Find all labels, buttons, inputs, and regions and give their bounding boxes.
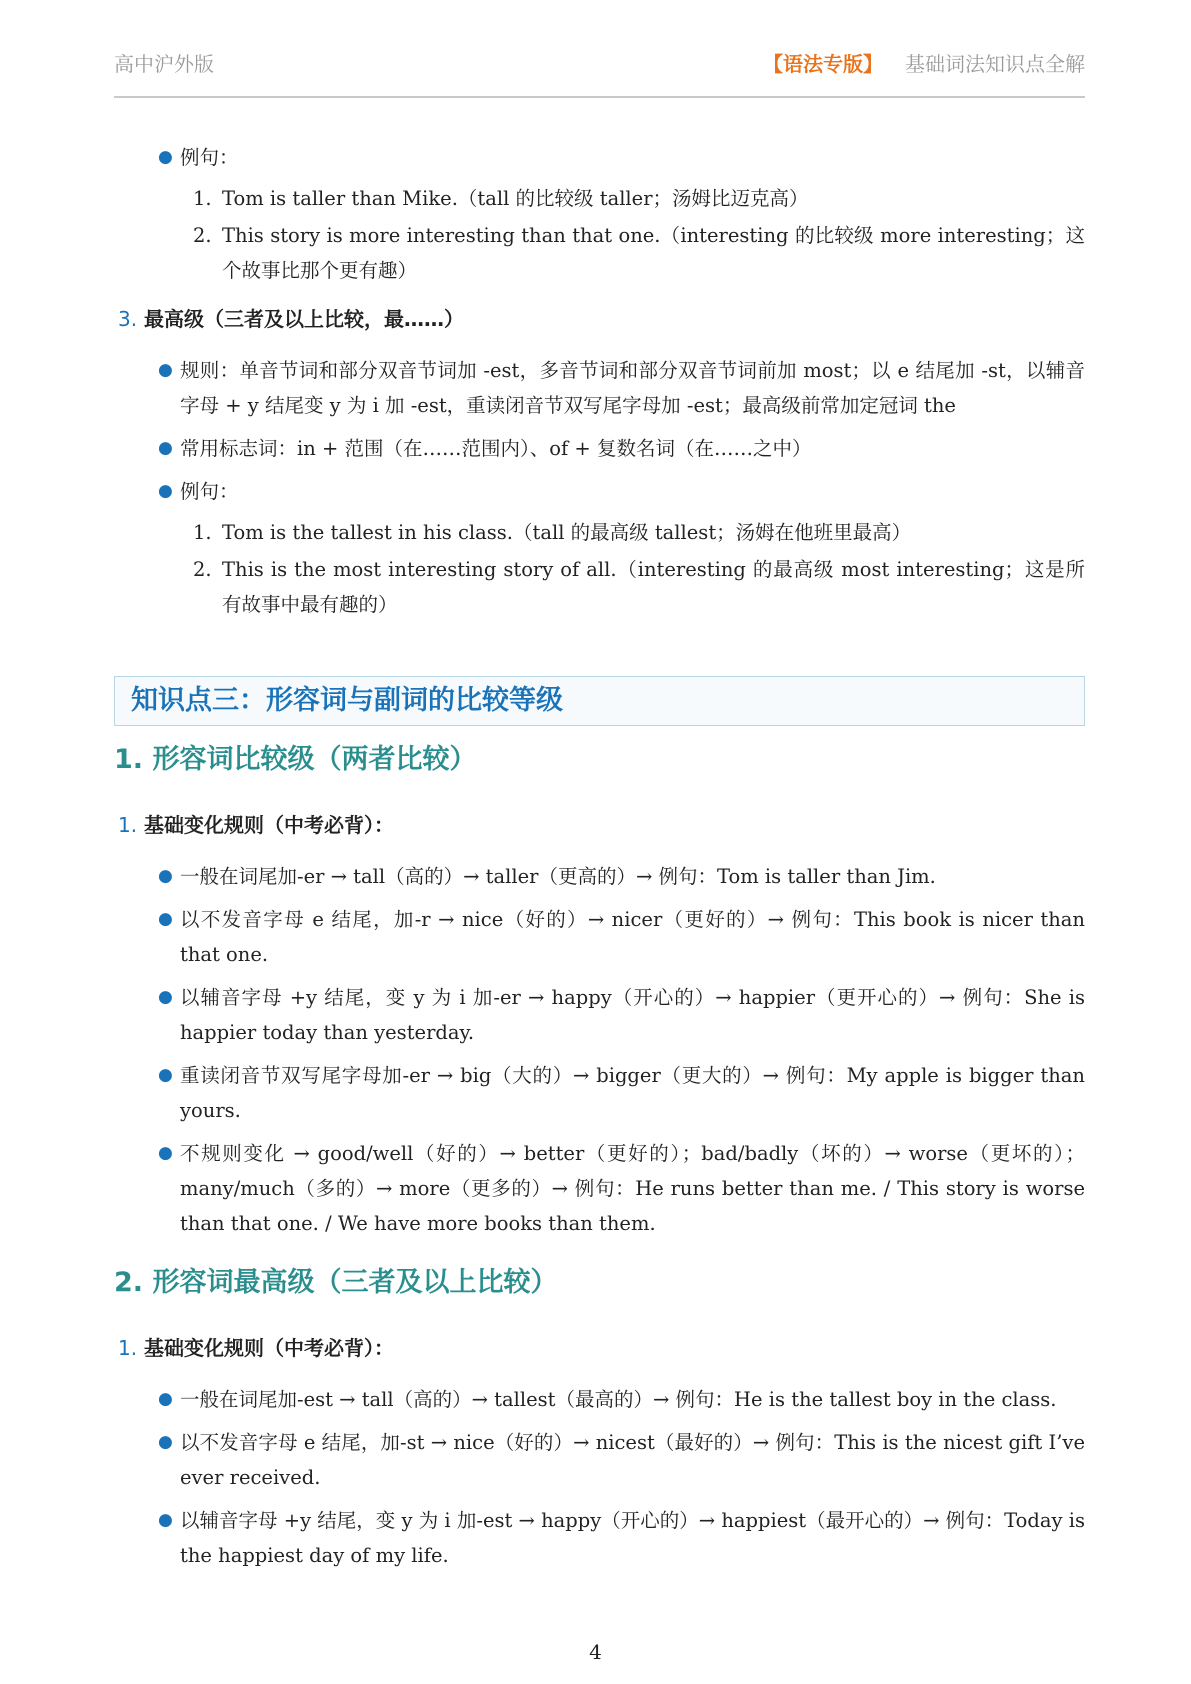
bullet-dot-icon: ● (158, 438, 173, 458)
bullet-rule: ● 规则：单音节词和部分双音节词加 -est，多音节词和部分双音节词前加 most；以 e 结尾加 -st，以辅音字母 + y 结尾变 y 为 i 加 -est，重读闭音节双写尾字母加 -est；最高级前常加定冠词 the (114, 353, 1085, 423)
bullet-dot-icon: ● (158, 481, 173, 501)
bullet-dot-icon: ● (158, 866, 173, 886)
numbered-example: 2. This story is more interesting than that one.（interesting 的比较级 more interesting；这个故事比那个更有趣） (193, 224, 1085, 282)
list-item: ● 一般在词尾加-est → tall（高的）→ tallest（最高的）→ 例句：He is the tallest boy in the class. (114, 1382, 1085, 1417)
bullet-dot-icon: ● (158, 987, 173, 1007)
bullet-dot-icon: ● (158, 909, 173, 929)
numbered-example: 1. Tom is taller than Mike.（tall 的比较级 taller；汤姆比迈克高） (193, 187, 809, 210)
numbered-example: 2. This is the most interesting story of all.（interesting 的最高级 most interesting；这是所有故事中最有趣的） (193, 558, 1085, 616)
bullet-dot-icon: ● (158, 1065, 173, 1085)
section-heading-comparative: 1. 形容词比较级（两者比较） (114, 744, 477, 775)
header-book-title: 高中沪外版 (114, 52, 214, 76)
header-tag: 【语法专版】 (763, 52, 883, 76)
list-item: ● 以辅音字母 +y 结尾，变 y 为 i 加-er → happy（开心的）→ happier（更开心的）→ 例句：She is happier today than yesterday. (114, 980, 1085, 1050)
section-heading-superlative: 2. 形容词最高级（三者及以上比较） (114, 1267, 558, 1298)
bullet-dot-icon: ● (158, 1389, 173, 1409)
list-item: ● 不规则变化 → good/well（好的）→ better（更好的）；bad/badly（坏的）→ worse（更坏的）；many/much（多的）→ more（更多的）→ 例句：He runs better than me. / This story is worse than that one. / We have more books than them. (114, 1136, 1085, 1241)
bullet-dot-icon: ● (158, 1432, 173, 1452)
bullet-dot-icon: ● (158, 1143, 173, 1163)
bullet-example-label: ● 例句： (114, 140, 1085, 175)
bullet-example-label: ● 例句： (114, 474, 1085, 509)
list-item: ● 以不发音字母 e 结尾，加-st → nice（好的）→ nicest（最好的）→ 例句：This is the nicest gift I’ve ever received. (114, 1425, 1085, 1495)
numbered-example: 1. Tom is the tallest in his class.（tall 的最高级 tallest；汤姆在他班里最高） (193, 521, 912, 544)
list-item: ● 以辅音字母 +y 结尾，变 y 为 i 加-est → happy（开心的）→ happiest（最开心的）→ 例句：Today is the happiest day of my life. (114, 1503, 1085, 1573)
list-item: ● 重读闭音节双写尾字母加-er → big（大的）→ bigger（更大的）→ 例句：My apple is bigger than yours. (114, 1058, 1085, 1128)
page-header (114, 44, 1085, 98)
list-item: ● 以不发音字母 e 结尾，加-r → nice（好的）→ nicer（更好的）→ 例句：This book is nicer than that one. (114, 902, 1085, 972)
bullet-dot-icon: ● (158, 360, 173, 380)
header-right (763, 48, 1085, 77)
bullet-dot-icon: ● (158, 1510, 173, 1530)
knowledge-point-banner: 知识点三：形容词与副词的比较等级 (114, 676, 1085, 726)
header-chapter-title: 基础词法知识点全解 (905, 52, 1085, 76)
bullet-markers: ● 常用标志词：in + 范围（在……范围内）、of + 复数名词（在……之中） (114, 431, 1085, 466)
bullet-dot-icon: ● (158, 147, 173, 167)
page-content (114, 140, 1085, 1573)
subsection-title-rules: 1. 基础变化规则（中考必背）： (118, 1336, 394, 1360)
list-item: ● 一般在词尾加-er → tall（高的）→ taller（更高的）→ 例句：Tom is taller than Jim. (114, 859, 1085, 894)
subsection-title-superlative: 3. 最高级（三者及以上比较，最……） (118, 307, 464, 331)
subsection-title-rules: 1. 基础变化规则（中考必背）： (118, 813, 394, 837)
page-number: 4 (589, 1640, 602, 1664)
